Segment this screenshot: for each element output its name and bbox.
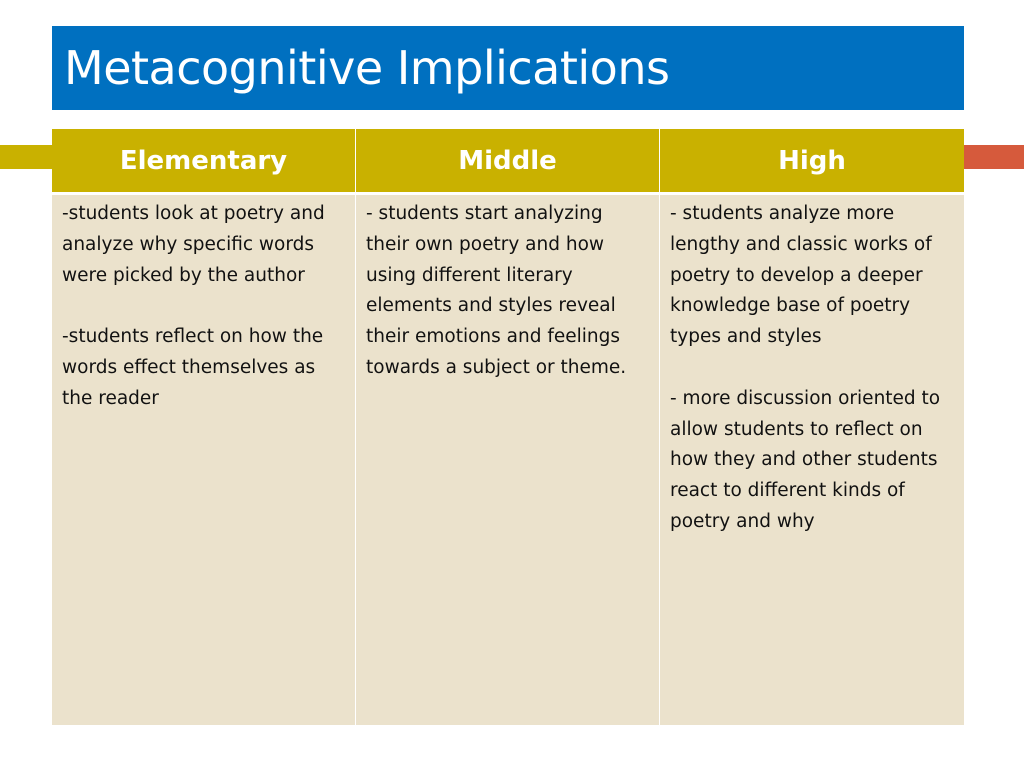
cell-paragraph: - students analyze more lengthy and classic works of poetry to develop a deeper knowledge base of poetry types and styles bbox=[670, 203, 932, 348]
comparison-table bbox=[52, 129, 964, 725]
cell-high bbox=[660, 195, 964, 725]
title-bar bbox=[52, 26, 964, 110]
slide-title: Metacognitive Implications bbox=[64, 41, 670, 95]
header-elementary: Elementary bbox=[52, 129, 355, 192]
cell-middle bbox=[356, 195, 659, 725]
cell-paragraph: -students reflect on how the words effect themselves as the reader bbox=[62, 326, 324, 409]
header-middle: Middle bbox=[356, 129, 659, 192]
cell-paragraph: -students look at poetry and analyze why specific words were picked by the author bbox=[62, 203, 325, 286]
accent-bar-left bbox=[0, 145, 52, 169]
cell-paragraph: - students start analyzing their own poetry and how using different literary elements and styles reveal their emotions and feelings towards a subject or theme. bbox=[366, 203, 627, 378]
cell-paragraph: - more discussion oriented to allow students to reflect on how they and other students react to different kinds of poetry and why bbox=[670, 387, 941, 532]
header-high: High bbox=[660, 129, 964, 192]
accent-bar-right bbox=[964, 145, 1024, 169]
cell-elementary bbox=[52, 195, 355, 725]
